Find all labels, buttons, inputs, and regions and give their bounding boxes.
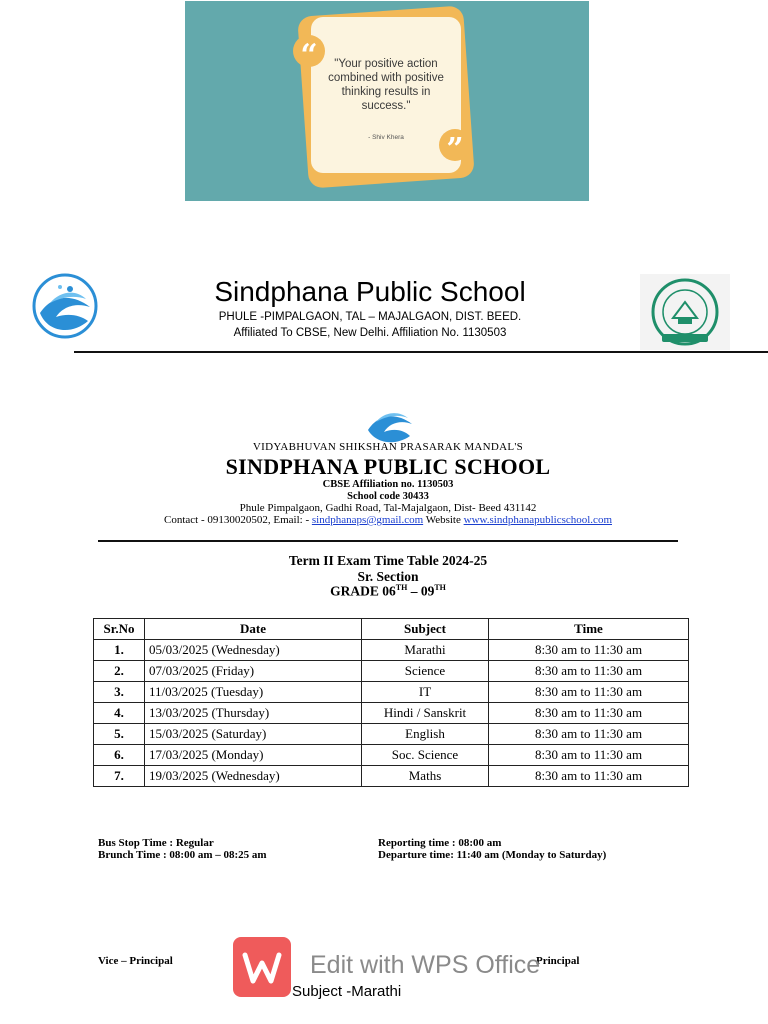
mandal-name: VIDYABHUVAN SHIKSHAN PRASARAK MANDAL'S: [252, 441, 524, 453]
cell-subject: Maths: [362, 766, 489, 787]
term-title: Term II Exam Time Table 2024-25: [288, 553, 488, 568]
cell-time: 8:30 am to 11:30 am: [489, 661, 689, 682]
bus-stop-note: Bus Stop Time : Regular: [98, 837, 214, 849]
table-header-row: [94, 619, 689, 640]
col-header-srno: Sr.No: [94, 619, 145, 640]
cell-subject: English: [362, 724, 489, 745]
departure-note: Departure time: 11:40 am (Monday to Saturday): [378, 849, 607, 861]
contact-label: Contact - 09130020502,: [163, 514, 271, 526]
table-row: [94, 745, 689, 766]
cell-srno: 4.: [94, 703, 145, 724]
col-header-time: Time: [489, 619, 689, 640]
cell-srno: 3.: [94, 682, 145, 703]
cell-time: 8:30 am to 11:30 am: [489, 724, 689, 745]
table-row: [94, 682, 689, 703]
school-title: Sindphana Public School: [214, 276, 526, 307]
cell-subject: IT: [362, 682, 489, 703]
col-header-date: Date: [145, 619, 362, 640]
cell-srno: 5.: [94, 724, 145, 745]
table-row: [94, 724, 689, 745]
contact-line: [100, 514, 676, 526]
cell-time: 8:30 am to 11:30 am: [489, 640, 689, 661]
cell-date: 15/03/2025 (Saturday): [145, 724, 362, 745]
grade-title: GRADE 06TH – 09TH: [330, 583, 446, 599]
cell-srno: 1.: [94, 640, 145, 661]
cell-time: 8:30 am to 11:30 am: [489, 682, 689, 703]
cell-date: 13/03/2025 (Thursday): [145, 703, 362, 724]
letterhead-divider: [98, 540, 678, 542]
school-affiliation: Affiliated To CBSE, New Delhi. Affiliation No. 1130503: [233, 327, 507, 339]
school-address: PHULE -PIMPALGAON, TAL – MAJALGAON, DIST. BEED.: [218, 311, 522, 323]
cell-date: 17/03/2025 (Monday): [145, 745, 362, 766]
school-code: School code 30433: [347, 491, 429, 502]
section-title: Sr. Section: [357, 569, 419, 584]
cell-srno: 7.: [94, 766, 145, 787]
col-header-subject: Subject: [362, 619, 489, 640]
cell-subject: Marathi: [362, 640, 489, 661]
header-divider: [74, 351, 768, 353]
cell-time: 8:30 am to 11:30 am: [489, 766, 689, 787]
email-link[interactable]: sindphanaps@gmail.com: [311, 514, 424, 526]
cell-time: 8:30 am to 11:30 am: [489, 703, 689, 724]
quote-author: - Shiv Khera: [368, 134, 404, 141]
cell-date: 05/03/2025 (Wednesday): [145, 640, 362, 661]
cbse-emblem-icon: [640, 274, 730, 350]
email-label: Email: -: [273, 514, 310, 526]
school-address-full: Phule Pimpalgaon, Gadhi Road, Tal-Majalgaon, Dist- Beed 431142: [239, 502, 537, 514]
cell-date: 07/03/2025 (Friday): [145, 661, 362, 682]
cell-date: 19/03/2025 (Wednesday): [145, 766, 362, 787]
cell-time: 8:30 am to 11:30 am: [489, 745, 689, 766]
principal-signature: Principal: [536, 955, 580, 967]
reporting-note: Reporting time : 08:00 am: [378, 837, 502, 849]
vice-principal-signature: Vice – Principal: [98, 955, 173, 967]
quote-text: "Your positive action combined with positive thinking results in success.": [328, 58, 444, 112]
quote-banner: [185, 1, 589, 201]
cell-srno: 2.: [94, 661, 145, 682]
cell-date: 11/03/2025 (Tuesday): [145, 682, 362, 703]
table-row: [94, 661, 689, 682]
wps-edit-link[interactable]: Edit with WPS Office: [310, 951, 541, 979]
school-wave-logo-icon: [32, 273, 98, 339]
cell-subject: Soc. Science: [362, 745, 489, 766]
subject-caption: Subject -Marathi: [292, 983, 402, 1000]
table-row: [94, 766, 689, 787]
exam-timetable: [93, 618, 689, 787]
website-label: Website: [425, 514, 461, 526]
table-row: [94, 703, 689, 724]
brunch-note: Brunch Time : 08:00 am – 08:25 am: [98, 849, 267, 861]
cell-subject: Hindi / Sanskrit: [362, 703, 489, 724]
table-row: [94, 640, 689, 661]
cell-subject: Science: [362, 661, 489, 682]
cbse-affiliation: CBSE Affiliation no. 1130503: [322, 479, 454, 490]
close-quote-icon: ”: [439, 129, 471, 161]
school-wave-logo-small-icon: [364, 404, 416, 444]
cell-srno: 6.: [94, 745, 145, 766]
school-title-serif: SINDPHANA PUBLIC SCHOOL: [225, 454, 551, 479]
wps-office-icon[interactable]: [233, 937, 291, 997]
website-link[interactable]: www.sindphanapublicschool.com: [463, 514, 612, 526]
open-quote-icon: “: [293, 35, 325, 67]
